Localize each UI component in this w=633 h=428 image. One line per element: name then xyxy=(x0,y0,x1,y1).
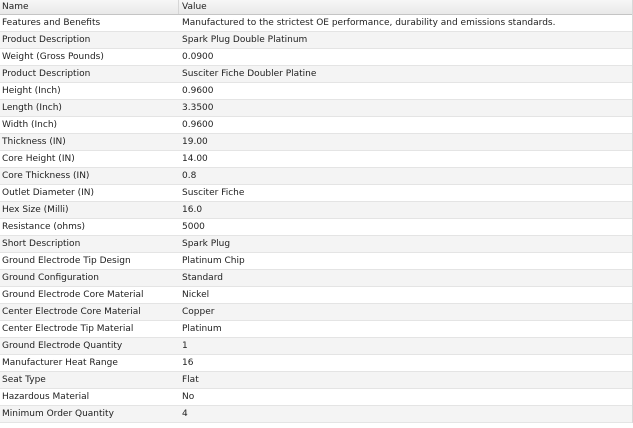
table-row[interactable] xyxy=(0,321,632,338)
row-value-cell: Standard xyxy=(182,273,223,283)
column-header-value[interactable]: Value xyxy=(182,2,207,12)
table-row[interactable] xyxy=(0,49,632,66)
table-row[interactable] xyxy=(0,66,632,83)
table-row[interactable] xyxy=(0,185,632,202)
table-row[interactable] xyxy=(0,168,632,185)
table-row[interactable] xyxy=(0,236,632,253)
table-row[interactable] xyxy=(0,287,632,304)
row-value-cell: 4 xyxy=(182,409,188,419)
table-row[interactable] xyxy=(0,100,632,117)
row-value-cell: 0.9600 xyxy=(182,86,214,96)
row-name-cell: Weight (Gross Pounds) xyxy=(2,52,104,62)
row-name-cell: Outlet Diameter (IN) xyxy=(2,188,95,198)
row-value-cell: 0.9600 xyxy=(182,120,214,130)
table-row[interactable] xyxy=(0,83,632,100)
table-row[interactable] xyxy=(0,151,632,168)
table-row[interactable] xyxy=(0,219,632,236)
row-value-cell: Susciter Fiche Doubler Platine xyxy=(182,69,317,79)
row-value-cell: Nickel xyxy=(182,290,210,300)
row-value-cell: Manufactured to the strictest OE performance, durability and emissions standards. xyxy=(182,18,556,28)
row-value-cell: Spark Plug xyxy=(182,239,231,249)
table-row[interactable] xyxy=(0,406,632,423)
row-value-cell: Copper xyxy=(182,307,215,317)
row-value-cell: Spark Plug Double Platinum xyxy=(182,35,308,45)
row-value-cell: 16 xyxy=(182,358,194,368)
table-row[interactable] xyxy=(0,134,632,151)
table-row[interactable] xyxy=(0,338,632,355)
row-value-cell: 16.0 xyxy=(182,205,203,215)
row-name-cell: Minimum Order Quantity xyxy=(2,409,114,419)
row-name-cell: Short Description xyxy=(2,239,81,249)
row-value-cell: No xyxy=(182,392,195,402)
row-name-cell: Resistance (ohms) xyxy=(2,222,86,232)
row-name-cell: Ground Electrode Core Material xyxy=(2,290,144,300)
row-name-cell: Core Height (IN) xyxy=(2,154,75,164)
row-name-cell: Ground Configuration xyxy=(2,273,100,283)
table-row[interactable] xyxy=(0,117,632,134)
table-body xyxy=(0,15,632,423)
row-name-cell: Seat Type xyxy=(2,375,46,385)
row-name-cell: Center Electrode Core Material xyxy=(2,307,141,317)
table-row[interactable] xyxy=(0,355,632,372)
row-name-cell: Core Thickness (IN) xyxy=(2,171,90,181)
row-value-cell: 0.0900 xyxy=(182,52,214,62)
row-value-cell: 1 xyxy=(182,341,188,351)
row-name-cell: Hazardous Material xyxy=(2,392,90,402)
row-name-cell: Product Description xyxy=(2,35,91,45)
row-name-cell: Center Electrode Tip Material xyxy=(2,324,134,334)
row-value-cell: 3.3500 xyxy=(182,103,214,113)
row-value-cell: Susciter Fiche xyxy=(182,188,245,198)
row-name-cell: Product Description xyxy=(2,69,91,79)
table-row[interactable] xyxy=(0,15,632,32)
row-value-cell: 5000 xyxy=(182,222,205,232)
row-name-cell: Length (Inch) xyxy=(2,103,62,113)
table-row[interactable] xyxy=(0,32,632,49)
row-value-cell: Flat xyxy=(182,375,199,385)
row-value-cell: 19.00 xyxy=(182,137,208,147)
row-value-cell: 0.8 xyxy=(182,171,197,181)
row-value-cell: Platinum xyxy=(182,324,222,334)
row-name-cell: Ground Electrode Tip Design xyxy=(2,256,131,266)
row-name-cell: Thickness (IN) xyxy=(2,137,66,147)
table-row[interactable] xyxy=(0,253,632,270)
row-name-cell: Hex Size (Milli) xyxy=(2,205,69,215)
table-header xyxy=(0,0,632,15)
row-name-cell: Height (Inch) xyxy=(2,86,61,96)
row-name-cell: Features and Benefits xyxy=(2,18,101,28)
row-value-cell: Platinum Chip xyxy=(182,256,245,266)
column-header-name[interactable]: Name xyxy=(0,0,179,14)
row-name-cell: Manufacturer Heat Range xyxy=(2,358,118,368)
row-name-cell: Ground Electrode Quantity xyxy=(2,341,123,351)
table-row[interactable] xyxy=(0,372,632,389)
table-row[interactable] xyxy=(0,304,632,321)
row-name-cell: Width (Inch) xyxy=(2,120,58,130)
table-row[interactable] xyxy=(0,389,632,406)
table-row[interactable] xyxy=(0,202,632,219)
row-value-cell: 14.00 xyxy=(182,154,208,164)
table-row[interactable] xyxy=(0,270,632,287)
